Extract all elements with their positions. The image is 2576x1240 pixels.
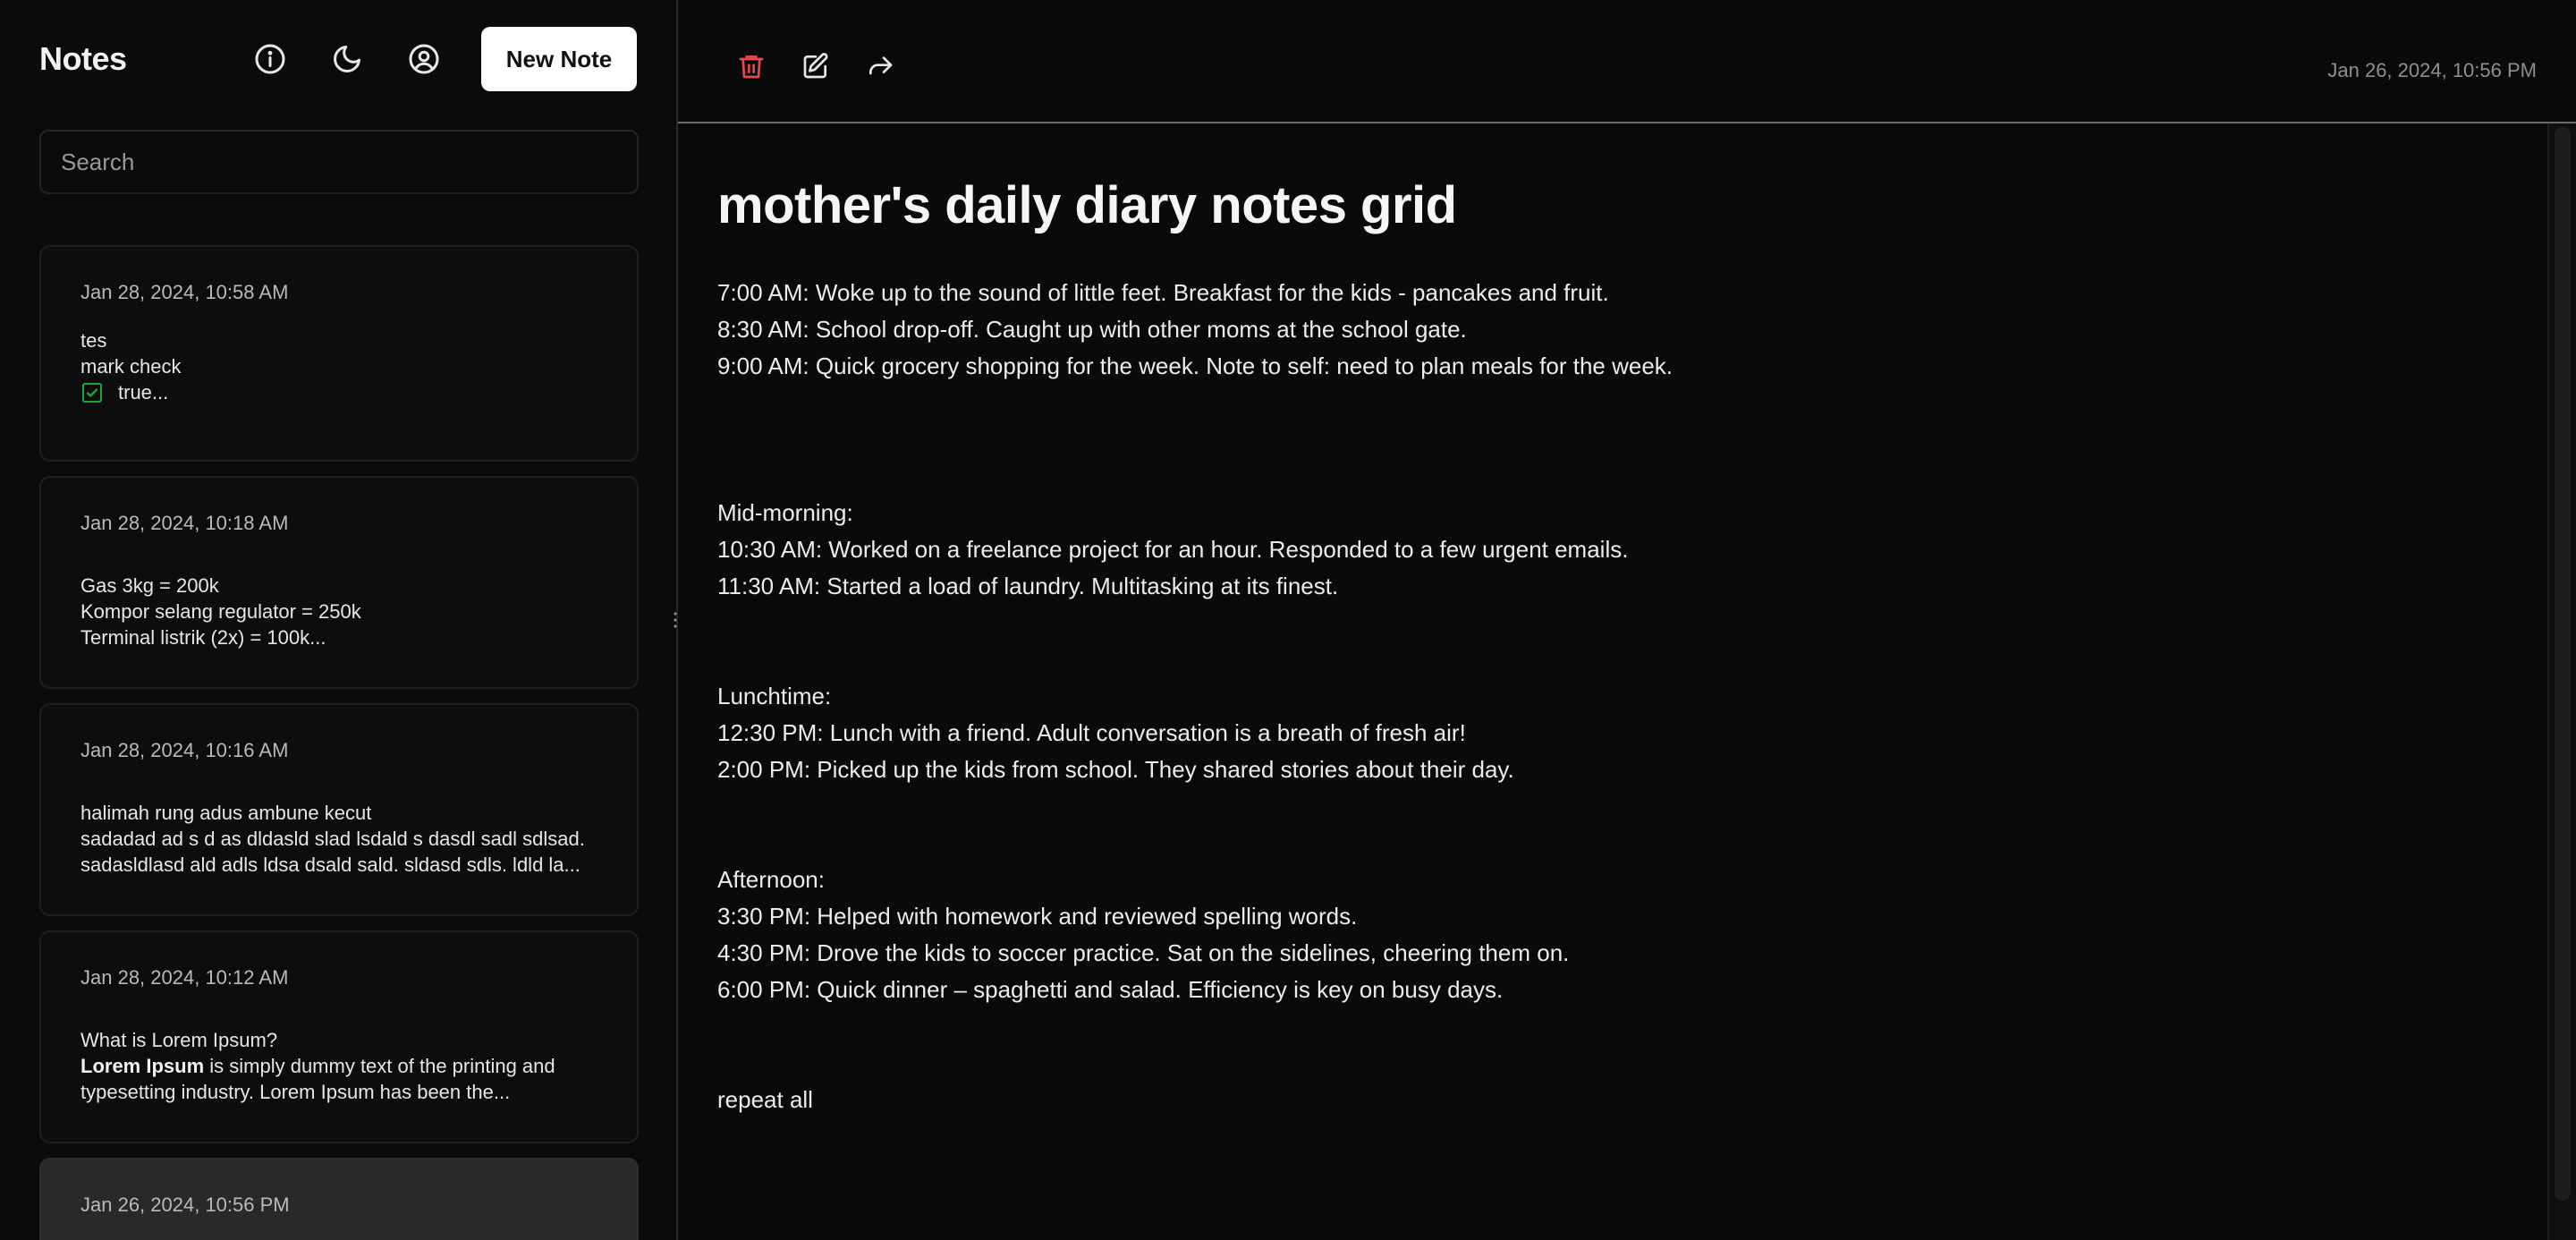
note-date: Jan 28, 2024, 10:18 AM [80, 512, 289, 534]
sidebar [0, 0, 678, 1240]
info-button[interactable] [245, 34, 295, 84]
section-heading: Mid-morning: [717, 499, 853, 526]
note-content[interactable] [717, 175, 2506, 1118]
note-line: 7:00 AM: Woke up to the sound of little feet. Breakfast for the kids - pancakes and fruit. [717, 279, 1609, 306]
note-preview-line: halimah rung adus ambune kecut [80, 802, 372, 824]
note-editor-panel [678, 0, 2576, 1240]
user-circle-icon [408, 43, 440, 75]
new-note-button[interactable]: New Note [481, 27, 637, 91]
note-timestamp: Jan 26, 2024, 10:56 PM [2327, 59, 2537, 81]
note-card[interactable] [39, 245, 639, 462]
search-input[interactable] [39, 130, 639, 194]
account-button[interactable] [399, 34, 449, 84]
note-card[interactable] [39, 476, 639, 689]
edit-button[interactable] [796, 47, 835, 86]
note-date: Jan 28, 2024, 10:58 AM [80, 281, 289, 303]
spacer [717, 788, 2506, 862]
search-wrap [0, 118, 676, 194]
note-line: 9:00 AM: Quick grocery shopping for the week. Note to self: need to plan meals for the week. [717, 352, 1674, 379]
note-preview-line: sadadad ad s d as dldasld slad lsdald s dasdl sadl sdlsad. [80, 828, 585, 850]
note-line: 11:30 AM: Started a load of laundry. Multitasking at its finest. [717, 573, 1339, 599]
toolbar-actions [732, 47, 925, 86]
note-date: Jan 26, 2024, 10:56 PM [80, 1193, 290, 1216]
note-preview-line: typesetting industry. Lorem Ipsum has been the... [80, 1081, 511, 1103]
note-preview-text: is simply dummy text of the printing and [204, 1055, 555, 1077]
note-preview-line: Kompor selang regulator = 250k [80, 600, 361, 623]
note-preview [80, 1027, 597, 1105]
spacer [717, 385, 2506, 495]
note-preview-line: tes [80, 329, 107, 352]
share-button[interactable] [860, 47, 900, 86]
note-date: Jan 28, 2024, 10:12 AM [80, 966, 289, 989]
editor-toolbar [678, 0, 2576, 123]
note-card[interactable] [39, 703, 639, 916]
note-preview-line: What is Lorem Ipsum? [80, 1029, 278, 1051]
note-line: 4:30 PM: Drove the kids to soccer practice. Sat on the sidelines, cheering them on. [717, 939, 1570, 966]
note-preview-line: Terminal listrik (2x) = 100k... [80, 626, 326, 649]
note-line: repeat all [717, 1086, 813, 1113]
spacer [717, 605, 2506, 678]
info-icon [254, 43, 286, 75]
note-check-text: true... [118, 381, 169, 403]
note-body[interactable] [717, 275, 2506, 1118]
note-line: 2:00 PM: Picked up the kids from school. They shared stories about their day. [717, 756, 1514, 783]
note-card[interactable] [39, 930, 639, 1143]
note-line: 12:30 PM: Lunch with a friend. Adult conversation is a breath of fresh air! [717, 719, 1466, 746]
note-check-line [80, 379, 597, 405]
note-line: 10:30 AM: Worked on a freelance project for an hour. Responded to a few urgent emails. [717, 536, 1629, 563]
note-list [39, 245, 639, 1240]
note-preview-line [80, 1053, 597, 1079]
share-icon [866, 52, 894, 81]
header-actions [245, 27, 637, 91]
note-preview-bold: Lorem Ipsum [80, 1055, 205, 1077]
note-preview [80, 800, 597, 878]
app-title: Notes [39, 40, 127, 77]
note-preview [80, 573, 597, 650]
note-line: 8:30 AM: School drop-off. Caught up with other moms at the school gate. [717, 316, 1467, 343]
note-preview [80, 327, 597, 405]
note-date: Jan 28, 2024, 10:16 AM [80, 739, 289, 761]
note-card-selected[interactable] [39, 1158, 639, 1240]
delete-button[interactable] [732, 47, 771, 86]
theme-toggle-button[interactable] [322, 34, 372, 84]
section-heading: Afternoon: [717, 866, 825, 893]
section-heading: Lunchtime: [717, 683, 832, 709]
note-preview-line: sadasldlasd ald adls ldsa dsald sald. sldasd sdls. ldld la... [80, 854, 580, 876]
moon-icon [331, 43, 363, 75]
edit-icon [801, 52, 830, 81]
editor-scrollbar[interactable] [2547, 123, 2576, 1240]
scrollbar-thumb[interactable] [2555, 127, 2571, 1201]
trash-icon [737, 52, 766, 81]
spacer [717, 1008, 2506, 1082]
checkbox-checked-icon [82, 383, 102, 403]
note-line: 3:30 PM: Helped with homework and reviewed spelling words. [717, 903, 1358, 930]
note-line: 6:00 PM: Quick dinner – spaghetti and salad. Efficiency is key on busy days. [717, 976, 1504, 1003]
note-preview-line: Gas 3kg = 200k [80, 574, 219, 597]
sidebar-header [0, 0, 676, 118]
note-title[interactable]: mother's daily diary notes grid [717, 176, 1457, 234]
note-preview-line: mark check [80, 355, 182, 378]
